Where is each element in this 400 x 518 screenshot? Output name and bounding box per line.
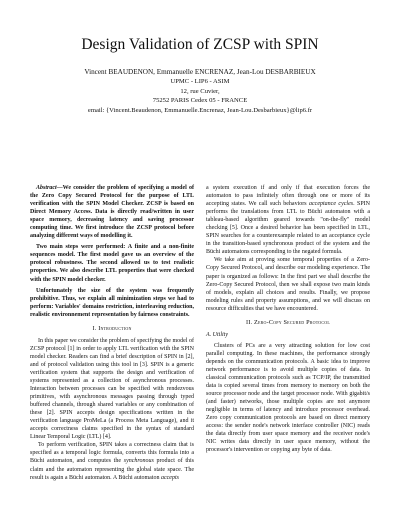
intro-paragraph-1: In this paper we consider the problem of specifying the model of ZCSP protocol [1] in order to apply LTL verification with the SPIN model checker. Readers can find a brief description of SPIN in [2], and of protocol validation using this tool in [3]. SPIN is a generic verification system that supports the design and verification of systems represented as a collection of asynchronous processes. Interaction between processes can be specified with rendezvous primitives, with asynchronous messages passing through typed buffered channels, through shared variables or any combination of these [2]. SPIN accepts design specifications written in the verification language ProMeLa (a Process Meta Language), and it accepts correctness claims specified in the syntax of standard Linear Temporal Logic (LTL) [4].: [30, 337, 194, 441]
subsection-title-utility: A. Utility: [206, 331, 228, 338]
right-column: [206, 184, 370, 454]
utility-paragraph: Clusters of PCs are a very attracting solution for low cost parallel computing. In these machines, the performance strongly depends on the communication protocols. A basic idea to improve network performance is to avoid multiple copies of data. In classical communication protocols such as TCP/IP, the transmitted data is copied several times from memory to memory on both the source processor node and the target processor node. With gigabit/s (and faster) networks, those multiple copies are not anymore negligible in terms of latency and introduce processor overhead. Zero copy communication protocols are based on direct memory access: the sender node's network interface controller (NIC) reads the data directly from user space memory and the receiver node's NIC writes data directly in user space memory, without the processor's intervention or copying any byte of data.: [206, 342, 370, 454]
abstract: [30, 184, 194, 319]
intro-p2-emphasis: synchronous: [123, 458, 154, 465]
section-title-introduction: I. Introduction: [92, 324, 132, 332]
section-title-zcsp: II. Zero-Copy Secured Protocol: [246, 318, 330, 326]
affiliation-line: UPMC - LIP6 - ASIM: [170, 78, 230, 86]
intro-p2-part-b: product of this claim and the automaton representing the global state space. The result is again a Büchi automaton. A Büchi automaton: [30, 458, 194, 481]
right-p1-emphasis: acceptance cycles: [309, 201, 354, 208]
intro-p2-emphasis-2: accepts: [160, 474, 179, 481]
abstract-paragraph-2: Two main steps were performed: A finite and a non-finite sequences model. The first model gave us an overview of the protocol robustness. The second allowed us to test realistic properties. We also describe LTL properties that were checked with the SPIN model checker.: [30, 244, 194, 283]
email-line: email: {Vincent.Beaudenon, Emmanuelle.Encrenaz, Jean-Lou.Desbarbieux}@lip6.fr: [87, 106, 313, 114]
right-paragraph-1: [206, 184, 370, 256]
intro-paragraph-2: [30, 441, 194, 481]
address-city-line: 75252 PARIS Cedex 05 - FRANCE: [152, 97, 248, 105]
abstract-paragraph-1: [30, 184, 194, 240]
right-p1-part-a: a system execution if and only if that execution forces the automaton to pass infinitely often through one or more of its accepting states. We call such behaviors: [206, 185, 370, 208]
left-column: [30, 184, 194, 482]
abstract-label: Abstract: [36, 185, 57, 191]
intro-p2-part-a: To perform verification, SPIN takes a correctness claim that is specified as a temporal logic formula, converts this formula into a Büchi automaton, and computes the: [30, 442, 194, 465]
right-paragraph-2: We take aim at proving some temporal properties of a Zero-Copy Secured Protocol, and describe our modeling experience. The paper is organized as follows: In the first part we shall describe the Zero-Copy Secured Protocol, then we shall expose two main kinds of models, explain all choices and results. Finally, we propose modeling rules and property assumptions, and we will discuss on resource difficulties that we have encountered.: [206, 257, 370, 312]
author-block: [0, 68, 400, 115]
paper-title: Design Validation of ZCSP with SPIN: [81, 36, 319, 53]
abstract-text-1: —We consider the problem of specifying a model of the Zero Copy Secured Protocol for the purpose of LTL verification with the SPIN Model Checker. ZCSP is based on Direct Memory Access. Data is directly read/written in user space memory, decreasing latency and saving processor computing time. We first introduce the ZCSP protocol before analyzing different ways of modelling it.: [30, 185, 194, 240]
abstract-paragraph-3: Unfortunately the size of the system was frequently prohibitive. Thus, we explain all minimization steps we had to perform: Variables' domains restriction, interleaving reduction, realistic environnement representation by fairness constraints.: [30, 287, 194, 318]
right-p1-part-b: . SPIN performs the translations from LTL to Büchi automaton with a tableau-based algorithm geared towards "on-the-fly" model checking [5]. Once a desired behavior has been specified in LTL, SPIN searches for a counterexample related to an acceptance cycle in the transition-based synchronous product of the system and the Büchi automatons corresponding to the negated formula.: [206, 201, 370, 256]
authors-line: Vincent BEAUDENON, Emmanuelle ENCRENAZ, Jean-Lou DESBARBIEUX: [84, 68, 316, 76]
address-street-line: 12, rue Cuvier,: [180, 87, 220, 95]
